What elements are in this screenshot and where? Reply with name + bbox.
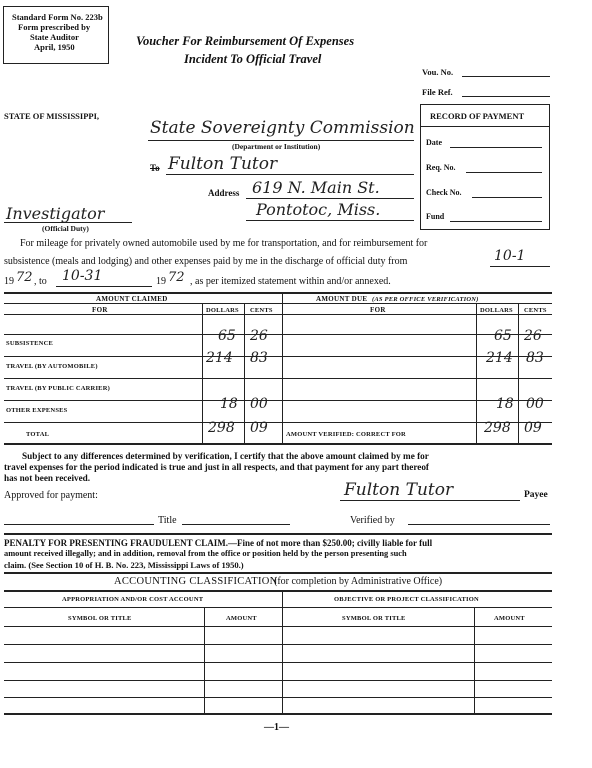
row-total-due-dollars: 298 [484, 420, 511, 436]
certification-line-3: has not been received. [4, 473, 91, 483]
voucher-title: Voucher For Reimbursement Of Expenses [136, 34, 355, 48]
to-date-value: 10-31 [62, 268, 103, 284]
year-value-1: 72 [16, 270, 33, 285]
col-symbol-left: SYMBOL OR TITLE [68, 615, 132, 622]
payee-label: Payee [524, 490, 548, 500]
record-check-label: Check No. [426, 188, 462, 197]
row-travel-auto-dollars: 214 [206, 350, 233, 366]
intro-line-a: For mileage for privately owned automobile used by me for transportation, and for reimbursement for [20, 238, 428, 249]
official-duty-field[interactable] [4, 222, 132, 223]
accounting-title-note: (for completion by Administrative Office) [274, 576, 443, 587]
row-subsistence-dollars: 65 [218, 328, 236, 344]
col-cents-right: CENTS [524, 307, 547, 314]
row-total-dollars: 298 [208, 420, 235, 436]
col-dollars-left: DOLLARS [206, 307, 239, 314]
from-date-value: 10-1 [494, 248, 526, 264]
approver-field[interactable] [4, 524, 154, 525]
year-prefix-2: 19 [156, 276, 166, 287]
payee-signature-field[interactable] [340, 500, 520, 501]
record-date-label: Date [426, 138, 442, 147]
row-travel-auto-cents: 83 [250, 350, 268, 366]
department-field[interactable] [148, 140, 414, 141]
vou-field[interactable] [462, 76, 550, 77]
row-subsistence-label: SUBSISTENCE [6, 340, 53, 347]
record-req-label: Req. No. [426, 163, 456, 172]
objective-header: OBJECTIVE OR PROJECT CLASSIFICATION [334, 596, 479, 603]
row-travel-auto-due-cents: 83 [526, 350, 544, 366]
col-dollars-right: DOLLARS [480, 307, 513, 314]
address-label: Address [208, 188, 240, 198]
accounting-row[interactable] [4, 644, 552, 645]
year-value-2: 72 [168, 270, 185, 285]
row-travel-public-label: TRAVEL (BY PUBLIC CARRIER) [6, 385, 110, 392]
penalty-line-2: amount received illegally; and in addition, removal from the office or position held by the person presenting such [4, 549, 407, 558]
row-other-label: OTHER EXPENSES [6, 407, 68, 414]
to-date-field[interactable] [56, 286, 152, 287]
verified-by-field[interactable] [408, 524, 550, 525]
accounting-row[interactable] [4, 680, 552, 681]
official-duty-caption: (Official Duty) [42, 224, 89, 233]
row-other-due-dollars: 18 [496, 396, 514, 412]
row-travel-auto-due-dollars: 214 [486, 350, 513, 366]
record-check-field[interactable] [472, 197, 542, 198]
amount-due-note: (AS PER OFFICE VERIFICATION) [372, 296, 479, 303]
col-symbol-right: SYMBOL OR TITLE [342, 615, 406, 622]
row-travel-auto-label: TRAVEL (BY AUTOMOBILE) [6, 363, 98, 370]
col-cents-left: CENTS [250, 307, 273, 314]
address-field-1[interactable] [246, 198, 414, 199]
col-for-left: FOR [92, 306, 108, 314]
to-field[interactable] [166, 174, 414, 175]
penalty-line-1: PENALTY FOR PRESENTING FRAUDULENT CLAIM.—Fine of not more than $250.00; civilly liable for full [4, 538, 433, 548]
intro-line-c: , as per itemized statement within and/or annexed. [190, 276, 391, 287]
file-label: File Ref. [422, 87, 453, 97]
vou-label: Vou. No. [422, 67, 454, 77]
address-line-1: 619 N. Main St. [252, 178, 380, 197]
row-other-due-cents: 00 [526, 396, 544, 412]
record-req-field[interactable] [466, 172, 542, 173]
row-other-dollars: 18 [220, 396, 238, 412]
appropriation-header: APPROPRIATION AND/OR COST ACCOUNT [62, 596, 204, 603]
state-label: STATE OF MISSISSIPPI, [4, 111, 100, 121]
record-title: RECORD OF PAYMENT [430, 111, 525, 121]
year-prefix-1: 19 [4, 276, 14, 287]
row-subsistence-due-dollars: 65 [494, 328, 512, 344]
verified-by-label: Verified by [350, 515, 395, 526]
accounting-row[interactable] [4, 662, 552, 663]
from-date-field[interactable] [490, 266, 550, 267]
form-auditor: State Auditor [30, 32, 79, 42]
record-fund-field[interactable] [450, 221, 542, 222]
to-label: To [150, 163, 160, 173]
payee-signature: Fulton Tutor [344, 480, 454, 500]
official-duty-value: Investigator [6, 204, 105, 223]
col-amount-left: AMOUNT [226, 615, 257, 622]
row-other-cents: 00 [250, 396, 268, 412]
certification-line-2: travel expenses for the period indicated is true and just in all respects, and that payment for any part thereof [4, 462, 429, 472]
certification-line-1: Subject to any differences determined by verification, I certify that the above amount claimed by me for [22, 451, 429, 461]
to-value: Fulton Tutor [168, 154, 278, 174]
department-value: State Sovereignty Commission [150, 118, 415, 138]
address-line-2: Pontotoc, Miss. [256, 200, 381, 219]
row-total-due-cents: 09 [524, 420, 542, 436]
form-prescribed: Form prescribed by [18, 22, 91, 32]
row-subsistence-due-cents: 26 [524, 328, 542, 344]
form-number: Standard Form No. 223b [12, 12, 103, 22]
accounting-title: ACCOUNTING CLASSIFICATION [114, 576, 278, 587]
amount-verified-label: AMOUNT VERIFIED: CORRECT FOR [286, 431, 406, 438]
form-date: April, 1950 [34, 42, 75, 52]
page-number: —1— [264, 722, 289, 733]
row-subsistence-cents: 26 [250, 328, 268, 344]
to-word: , to [34, 276, 47, 287]
row-total-label: TOTAL [26, 431, 50, 438]
col-for-right: FOR [370, 306, 386, 314]
file-ref-field[interactable] [462, 96, 550, 97]
address-field-2[interactable] [246, 220, 414, 221]
intro-line-b: subsistence (meals and lodging) and other expenses paid by me in the discharge of official duty from [4, 256, 408, 267]
record-fund-label: Fund [426, 212, 445, 221]
voucher-subtitle: Incident To Official Travel [184, 52, 322, 66]
penalty-line-3: claim. (See Section 10 of H. B. No. 223, Mississippi Laws of 1950.) [4, 560, 244, 570]
approved-label: Approved for payment: [4, 490, 98, 501]
row-total-cents: 09 [250, 420, 268, 436]
record-date-field[interactable] [450, 147, 542, 148]
title-field[interactable] [182, 524, 290, 525]
amount-claimed-header: AMOUNT CLAIMED [96, 295, 168, 303]
col-amount-right: AMOUNT [494, 615, 525, 622]
accounting-row[interactable] [4, 697, 552, 698]
department-caption: (Department or Institution) [232, 142, 321, 151]
title-label: Title [158, 515, 177, 526]
amount-due-header: AMOUNT DUE [316, 295, 368, 303]
